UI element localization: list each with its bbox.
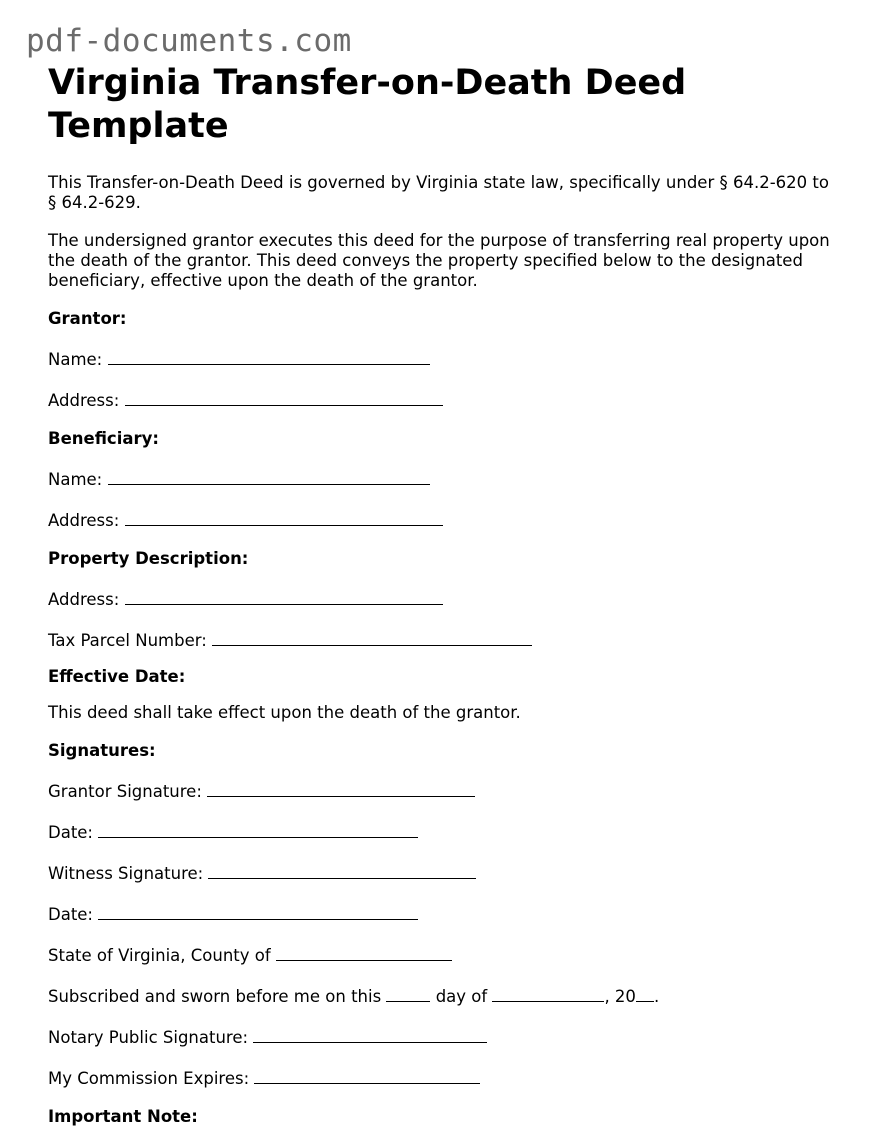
commission-label: My Commission Expires: bbox=[48, 1069, 250, 1088]
sworn-end: . bbox=[653, 987, 660, 1006]
witness-signature-line bbox=[48, 861, 838, 884]
effective-date-heading: Effective Date: bbox=[48, 667, 186, 686]
grantor-address-label: Address: bbox=[48, 391, 120, 410]
tax-parcel-line bbox=[48, 628, 838, 651]
grantor-signature-line bbox=[48, 779, 838, 802]
grantor-name-line bbox=[48, 347, 838, 370]
date-blank-2[interactable] bbox=[98, 902, 418, 920]
beneficiary-address-blank[interactable] bbox=[125, 508, 443, 526]
beneficiary-name-label: Name: bbox=[48, 470, 103, 489]
property-address-line bbox=[48, 587, 838, 610]
beneficiary-heading: Beneficiary: bbox=[48, 429, 159, 448]
notary-signature-line bbox=[48, 1025, 838, 1048]
date-label-2: Date: bbox=[48, 905, 93, 924]
intro-paragraph: This Transfer-on-Death Deed is governed by Virginia state law, specifically under § 64.2-620 to § 64.2-629. bbox=[48, 173, 829, 212]
grantor-name-blank[interactable] bbox=[108, 347, 430, 365]
sworn-month-blank[interactable] bbox=[492, 984, 604, 1002]
document-page bbox=[48, 62, 838, 1127]
beneficiary-address-line bbox=[48, 508, 838, 531]
sworn-year-blank[interactable] bbox=[636, 984, 654, 1002]
tax-parcel-label: Tax Parcel Number: bbox=[48, 631, 207, 650]
date-line-2 bbox=[48, 902, 838, 925]
date-line-1 bbox=[48, 820, 838, 843]
page-title: Virginia Transfer-on-Death Deed Template bbox=[48, 63, 687, 146]
beneficiary-name-line bbox=[48, 467, 838, 490]
notary-signature-label: Notary Public Signature: bbox=[48, 1028, 249, 1047]
grantor-signature-blank[interactable] bbox=[207, 779, 475, 797]
beneficiary-name-blank[interactable] bbox=[108, 467, 430, 485]
grantor-heading: Grantor: bbox=[48, 309, 127, 328]
watermark: pdf-documents.com bbox=[26, 23, 352, 59]
important-note-heading: Important Note: bbox=[48, 1107, 198, 1126]
sworn-year-label: , 20 bbox=[604, 987, 636, 1006]
purpose-paragraph: The undersigned grantor executes this deed for the purpose of transferring real property upon the death of the grantor. This deed conveys the property specified below to the designated beneficiary, effective upon the death of the grantor. bbox=[48, 231, 830, 290]
county-label: State of Virginia, County of bbox=[48, 946, 271, 965]
witness-signature-blank[interactable] bbox=[208, 861, 476, 879]
effective-date-text: This deed shall take effect upon the death of the grantor. bbox=[48, 703, 521, 722]
grantor-address-line bbox=[48, 388, 838, 411]
county-blank[interactable] bbox=[276, 943, 452, 961]
notary-signature-blank[interactable] bbox=[253, 1025, 487, 1043]
sworn-day-label: day of bbox=[435, 987, 488, 1006]
commission-blank[interactable] bbox=[254, 1066, 480, 1084]
sworn-prefix: Subscribed and sworn before me on this bbox=[48, 987, 382, 1006]
grantor-signature-label: Grantor Signature: bbox=[48, 782, 202, 801]
property-heading: Property Description: bbox=[48, 549, 249, 568]
property-address-label: Address: bbox=[48, 590, 120, 609]
date-blank-1[interactable] bbox=[98, 820, 418, 838]
property-address-blank[interactable] bbox=[125, 587, 443, 605]
tax-parcel-blank[interactable] bbox=[212, 628, 532, 646]
beneficiary-address-label: Address: bbox=[48, 511, 120, 530]
grantor-address-blank[interactable] bbox=[125, 388, 443, 406]
sworn-line bbox=[48, 984, 838, 1007]
date-label-1: Date: bbox=[48, 823, 93, 842]
signatures-heading: Signatures: bbox=[48, 741, 156, 760]
witness-signature-label: Witness Signature: bbox=[48, 864, 204, 883]
sworn-day-blank[interactable] bbox=[386, 984, 430, 1002]
commission-line bbox=[48, 1066, 838, 1089]
county-line bbox=[48, 943, 838, 966]
grantor-name-label: Name: bbox=[48, 350, 103, 369]
